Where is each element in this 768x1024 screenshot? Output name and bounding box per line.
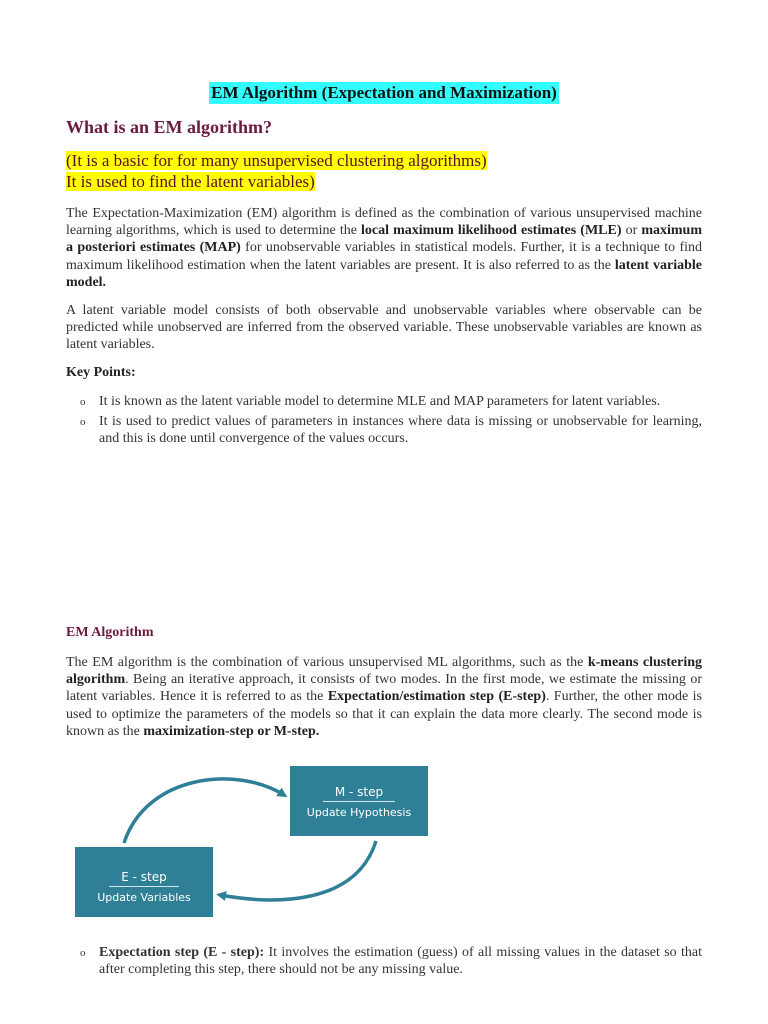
intro-text-3: for unobservable variables in statistical models. Further, it is a technique to find maximum likelihood estimation when the latent variables are present. It is also referred to as the xyxy=(66,240,702,273)
steps-list xyxy=(66,944,702,981)
em-text-2: . Being an iterative approach, it consists of two modes. In the first mode, we estimate the missing or latent variables. Hence it is referred to as the xyxy=(66,672,702,705)
em-algorithm-heading: EM Algorithm xyxy=(66,625,154,640)
bullet-circle-icon: o xyxy=(80,947,86,959)
e-step-definition-text: It involves the estimation (guess) of all missing values in the dataset so that after completing this step, there should not be any missing value. xyxy=(99,945,702,978)
m-step-box xyxy=(290,766,428,836)
em-bold-estep: Expectation/estimation step (E-step) xyxy=(327,689,546,705)
em-bold-mstep: maximization-step or M-step. xyxy=(143,723,320,739)
em-algorithm-paragraph xyxy=(66,654,702,740)
intro-bold-map: maximum a posteriori estimates (MAP) xyxy=(66,223,702,256)
em-text-3: . Further, the other mode is used to optimize the parameters of the models so that it can explain the data more clearly. The second mode is known as the xyxy=(66,689,702,739)
em-cycle-diagram xyxy=(66,755,466,925)
arrow-m-to-e xyxy=(220,841,376,900)
intro-paragraph xyxy=(66,205,702,291)
list-item xyxy=(66,413,702,447)
em-bold-kmeans: k-means clustering algorithm xyxy=(66,655,703,688)
key-points-heading: Key Points: xyxy=(66,365,136,380)
bullet-circle-icon: o xyxy=(80,396,86,408)
highlight-line-1: (It is a basic for for many unsupervised clustering algorithms) xyxy=(66,151,487,170)
em-text-1: The EM algorithm is the combination of various unsupervised ML algorithms, such as the xyxy=(66,655,588,670)
key-point-text: It is used to predict values of parameters in instances where data is missing or unobservable for learning, and this is done until convergence of the values occurs. xyxy=(99,414,702,447)
intro-bold-mle: local maximum likelihood estimates (MLE) xyxy=(361,223,622,239)
key-point-text: It is known as the latent variable model to determine MLE and MAP parameters for latent variables. xyxy=(99,394,661,409)
intro-text-2: or xyxy=(621,223,642,239)
what-is-em-heading: What is an EM algorithm? xyxy=(66,117,273,137)
highlight-line-2: It is used to find the latent variables) xyxy=(66,172,315,191)
e-step-box xyxy=(75,847,213,917)
e-step-definition-bold: Expectation step (E - step): xyxy=(99,945,265,960)
list-item xyxy=(66,393,702,410)
latent-model-paragraph: A latent variable model consists of both observable and unobservable variables where observable can be predicted while unobserved are inferred from the observed variable. These unobservable variables are known as latent variables. xyxy=(66,303,702,353)
m-step-label: M - step xyxy=(323,785,395,802)
intro-text-1: The Expectation-Maximization (EM) algorithm is defined as the combination of various unsupervised machine learning algorithms, which is used to determine the xyxy=(66,206,702,239)
e-step-label: E - step xyxy=(109,870,179,887)
intro-bold-latent: latent variable model. xyxy=(66,257,702,290)
e-step-subtitle: Update Variables xyxy=(97,891,191,904)
document-title: EM Algorithm (Expectation and Maximization) xyxy=(211,83,557,102)
key-points-list xyxy=(66,393,702,451)
m-step-subtitle: Update Hypothesis xyxy=(306,806,412,819)
title-wrapper xyxy=(66,82,702,104)
arrow-e-to-m xyxy=(124,779,284,843)
bullet-circle-icon: o xyxy=(80,416,86,429)
list-item xyxy=(66,944,702,978)
highlighted-summary xyxy=(66,150,487,192)
